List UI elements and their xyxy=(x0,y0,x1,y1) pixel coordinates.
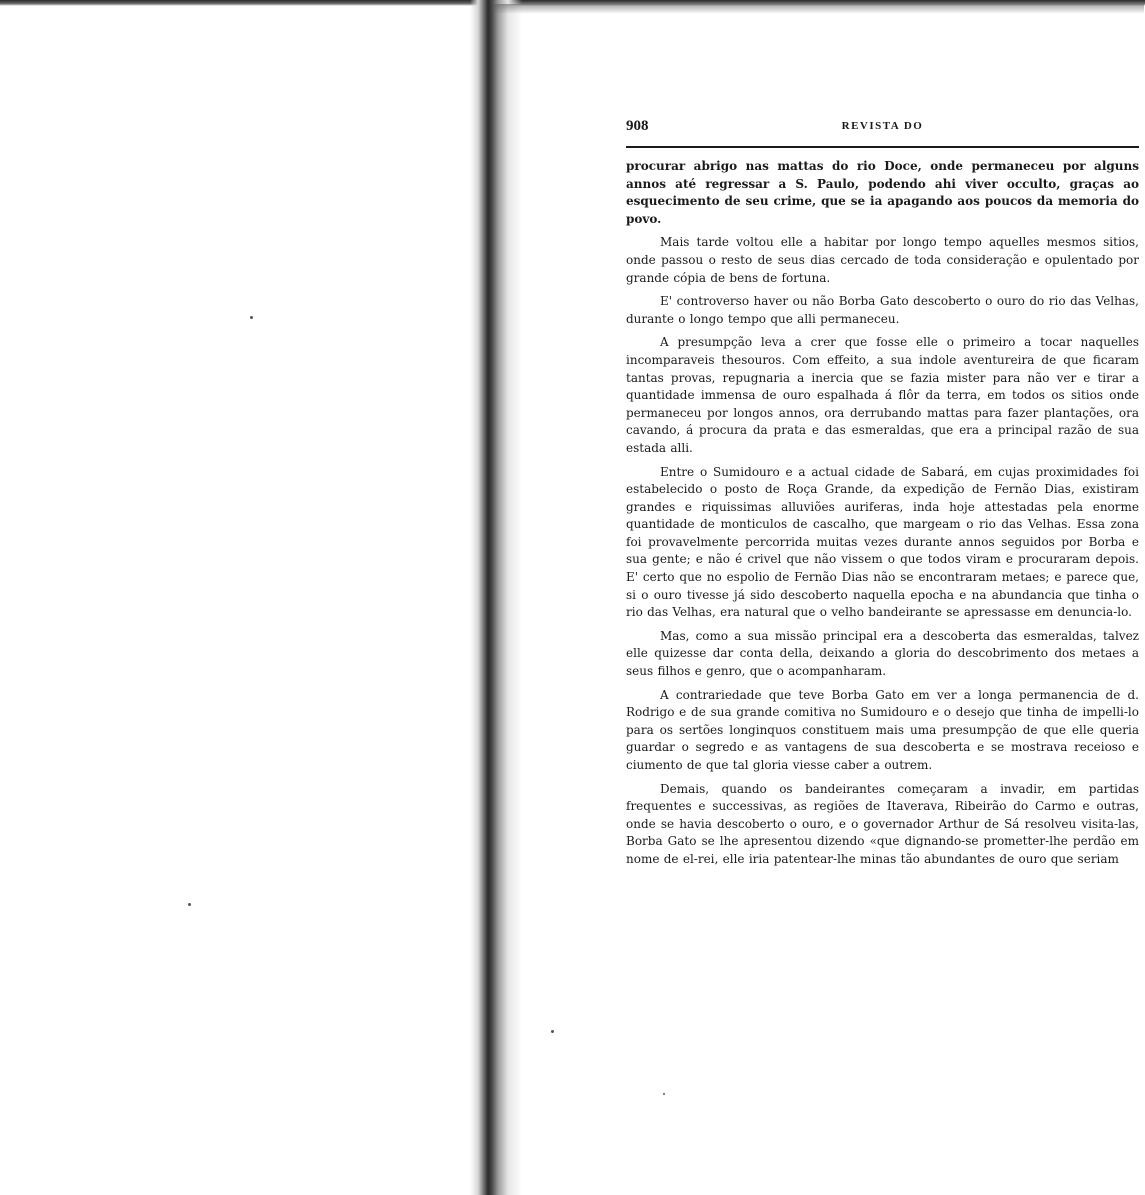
dust-speck xyxy=(188,903,191,906)
running-head xyxy=(626,118,1139,138)
page-top-shadow xyxy=(494,4,1144,14)
header-rule xyxy=(626,146,1139,148)
paragraph-5: Entre o Sumidouro e a actual cidade de Sabará, em cujas proximidades foi estabelecido o posto de Roça Grande, da expedição de Fernão Dias, existiram grandes e riquissimas alluviões auriferas, inda hoje attestadas pela enorme quantidade de monticulos de cascalho, que margeam o rio das Velhas. Essa zona foi provavelmente percorrida muitas vezes durante annos seguidos por Borba e sua gente; e não é crivel que não vissem o que todos viram e procuraram depois. E' certo que no espolio de Fernão Dias não se encontraram metaes; e parece que, si o ouro tivesse já sido descoberto naquella epocha e na abundancia que tinha o rio das Velhas, era natural que o velho bandeirante se apressasse em denuncia-lo. xyxy=(626,464,1139,620)
page-number: 908 xyxy=(626,118,649,134)
book-spine-gutter xyxy=(470,0,530,1195)
paragraph-8: Demais, quando os bandeirantes começaram a invadir, em partidas frequentes e successivas, as regiões de Itaverava, Ribeirão do Carmo e outras, onde se havia descoberto o ouro, e o governador Arthur de Sá resolveu visita-las, Borba Gato se lhe apresentou dizendo «que dignando-se prometter-lhe perdão em nome de el-rei, elle iria patentear-lhe minas tão abundantes de ouro que seriam xyxy=(626,781,1139,866)
paragraph-2: Mais tarde voltou elle a habitar por longo tempo aquelles mesmos sitios, onde passou o resto de seus dias cercado de toda consideração e opulentado por grande cópia de bens de fortuna. xyxy=(626,235,1139,285)
paragraph-7: A contrariedade que teve Borba Gato em ver a longa permanencia de d. Rodrigo e de sua grande comitiva no Sumidouro e o desejo que tinha de impelli-lo para os sertões longinquos constituem mais uma presumpção de que elle queria guardar o segredo e as vantagens de sua descoberta e se mostrava receioso e ciumento de que tal gloria viesse caber a outrem. xyxy=(626,687,1139,772)
dust-speck xyxy=(663,1093,665,1095)
dust-speck xyxy=(250,316,253,319)
dust-speck xyxy=(551,1030,554,1033)
paragraph-6: Mas, como a sua missão principal era a descoberta das esmeraldas, talvez elle quizesse dar conta della, deixando a gloria do descobrimento dos metaes a seus filhos e genro, que o acompanharam. xyxy=(626,628,1139,679)
right-page xyxy=(626,118,1139,875)
paragraph-4: A presumpção leva a crer que fosse elle o primeiro a tocar naquelles incomparaveis thesouros. Com effeito, a sua indole aventureira de que ficaram tantas provas, repugnaria a inercia que se fazia mister para não ver e tirar a quantidade immensa de ouro espalhada á flôr da terra, em todos os sitios onde permaneceu por longos annos, ora derrubando mattas para fazer plantações, ora cavando, á procura da prata e das esmeraldas, que era a principal razão de sua estada alli. xyxy=(626,335,1139,455)
paragraph-3: E' controverso haver ou não Borba Gato descoberto o ouro do rio das Velhas, durante o longo tempo que alli permaneceu. xyxy=(626,294,1139,326)
journal-title: REVISTA DO xyxy=(841,120,924,132)
paragraph-1: procurar abrigo nas mattas do rio Doce, onde permaneceu por alguns annos até regressar a S. Paulo, podendo ahi viver occulto, graças ao esquecimento de seu crime, que se ia apagando aos poucos da memoria do povo. xyxy=(626,159,1139,226)
